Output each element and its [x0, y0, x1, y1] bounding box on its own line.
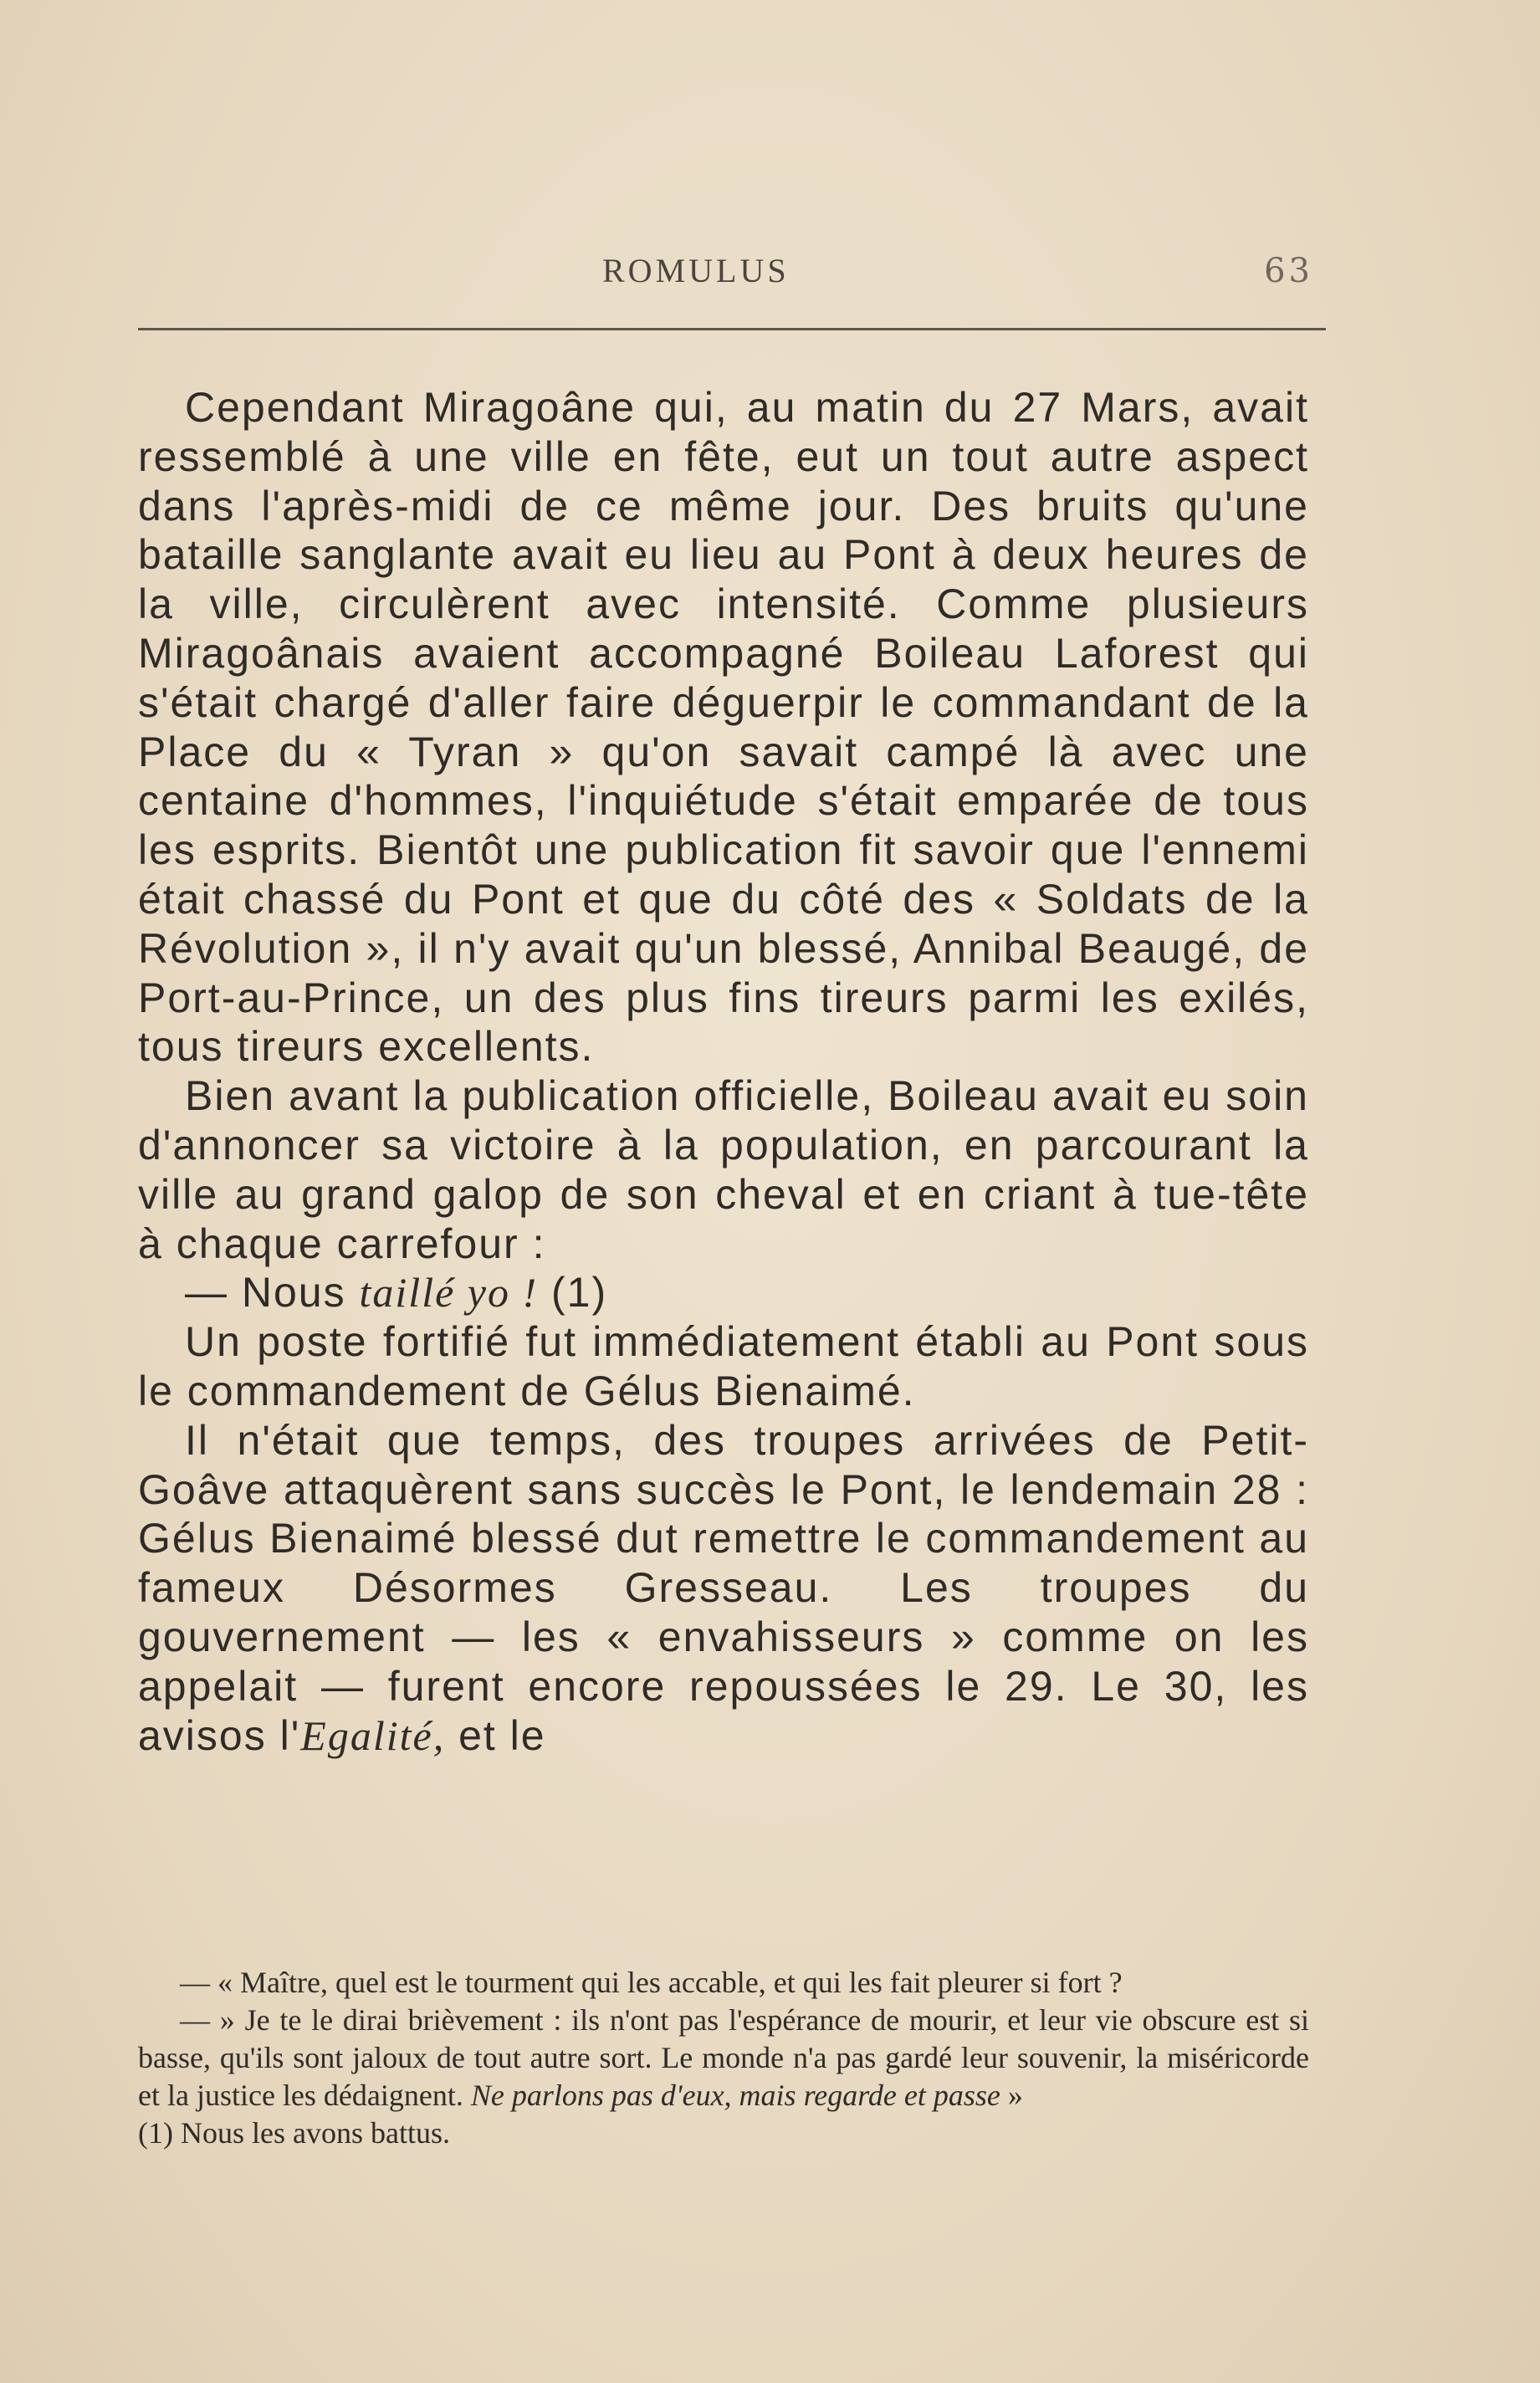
paragraph: Un poste fortifié fut immédiatement établi au Pont sous le commandement de Gélus Bienaimé. [138, 1318, 1309, 1414]
footnote-italic: Ne parlons pas d'eux, mais regarde et passe [470, 2079, 1000, 2112]
page-number: 63 [1264, 252, 1313, 290]
footnote-1: (1) Nous les avons battus. [138, 2116, 450, 2150]
running-head [142, 251, 1313, 290]
footnote-ref: (1) [538, 1269, 608, 1317]
main-text [138, 383, 1309, 1760]
paragraph: Cependant Miragoâne qui, au matin du 27 Mars, avait ressemblé à une ville en fête, eut un tout autre aspect dans l'après-midi de ce même jour. Des bruits qu'une bataille sanglante avait eu lieu au Pont à deux heures de la ville, circulèrent avec intensité. Comme plusieurs Miragoânais avaient accompagné Boileau Laforest qui s'était chargé d'aller faire déguerpir le commandant de la Place du « Tyran » qu'on savait campé là avec une centaine d'hommes, l'inquiétude s'était emparée de tous les esprits. Bientôt une publication fit savoir que l'ennemi était chassé du Pont et que du côté des « Soldats de la Révolution », il n'y avait qu'un blessé, Annibal Beaugé, de Port-au-Prince, un des plus fins tireurs parmi les exilés, tous tireurs excellents. [138, 384, 1309, 1071]
dialogue-prefix: — Nous [185, 1269, 360, 1317]
paragraph-text-end: et le [445, 1711, 546, 1759]
footnote-line: — « Maître, quel est le tourment qui les accable, et qui les fait pleurer si fort ? [180, 1966, 1123, 1999]
creole-quote: taillé yo ! [359, 1269, 539, 1317]
footnote-line [138, 2002, 1309, 2115]
paragraph [138, 1268, 1309, 1317]
running-title: ROMULUS [602, 252, 790, 289]
footnote-text-end: » [1000, 2079, 1023, 2112]
footnote-text: — » Je te le dirai brièvement : ils n'ont pas l'espérance de mourir, et leur vie obscure est si basse, qu'ils sont jaloux de tout autre sort. Le monde n'a pas gardé leur souvenir, la miséricorde et la justice les dédaignent. [138, 2003, 1309, 2112]
paragraph: Bien avant la publication officielle, Boileau avait eu soin d'annoncer sa victoire à la population, en parcourant la ville au grand galop de son cheval et en criant à tue-tête à chaque carrefour : [138, 1072, 1309, 1267]
header-rule [138, 328, 1326, 330]
footnotes [138, 1964, 1309, 2152]
ship-name: Egalité, [300, 1711, 446, 1759]
paragraph-text: Il n'était que temps, des troupes arrivées de Petit-Goâve attaquèrent sans succès le Pont, le lendemain 28 : Gélus Bienaimé blessé dut remettre le commandement au fameux Désormes Gresseau. Les troupes du gouvernement — les « envahisseurs » comme on les appelait — furent encore repoussées le 29. Le 30, les avisos l' [138, 1416, 1309, 1759]
paragraph [138, 1416, 1309, 1761]
